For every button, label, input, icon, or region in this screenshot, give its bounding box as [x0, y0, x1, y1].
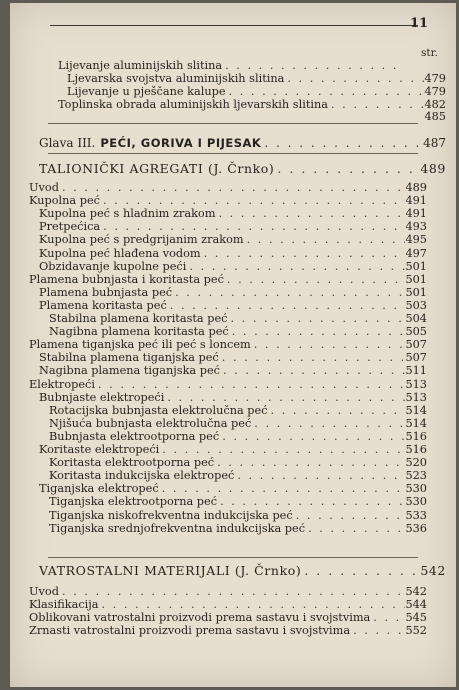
section-title: VATROSTALNI MATERIJALI (J. Črnko) [39, 563, 302, 578]
toc-leader-dots [268, 404, 406, 418]
toc-leader-dots [284, 72, 424, 86]
toc-entry [49, 469, 427, 483]
toc-entry-page: 503 [405, 298, 427, 312]
toc-entry [39, 443, 427, 457]
toc-entry [58, 98, 446, 112]
toc-entry-label: Nagibna plamena tiganjska peć [39, 364, 220, 378]
toc-entry [39, 351, 427, 365]
toc-leader-dots [99, 598, 406, 612]
toc-entry-label: Ljevarska svojstva aluminijskih slitina [67, 72, 285, 85]
toc-entry [49, 417, 427, 431]
toc-entry [49, 430, 427, 444]
toc-entry-page: 479 [424, 85, 446, 98]
toc-entry-page: 544 [405, 598, 427, 612]
section-heading [39, 563, 446, 579]
toc-entry [29, 378, 427, 392]
chapter-prefix: Glava III. [39, 136, 96, 150]
toc-entry-page: 552 [405, 624, 427, 638]
toc-leader-dots [201, 247, 406, 261]
toc-entry-label: Tiganjska elektropeć [39, 482, 159, 496]
toc-entry-page: 514 [405, 403, 427, 417]
toc-entry [39, 482, 427, 496]
toc-leader-dots [95, 378, 405, 392]
toc-leader-dots [305, 522, 405, 536]
toc-entry [29, 585, 427, 599]
toc-entry-page: 513 [405, 377, 427, 391]
section-page: 489 [420, 161, 446, 176]
toc-entry [29, 181, 427, 195]
toc-entry-page: 497 [405, 246, 427, 260]
toc-leader-dots [186, 260, 405, 274]
toc-entry-page: 513 [405, 390, 427, 404]
toc-entry-label: Klasifikacija [29, 598, 99, 612]
toc-entry-label: Plamena bubnjasta i koritasta peć [29, 272, 224, 286]
toc-entry [49, 456, 427, 470]
str-label: str. [421, 47, 438, 59]
toc-leader-dots [226, 85, 425, 99]
toc-leader-dots [220, 364, 405, 378]
toc-leader-dots [222, 59, 398, 73]
toc-leader-dots [59, 181, 406, 195]
toc-entry [39, 299, 427, 313]
section-title: TALIONIČKI AGREGATI (J. Črnko) [39, 161, 275, 176]
toc-leader-dots [261, 135, 423, 151]
toc-entry-page: 482 [424, 98, 446, 111]
toc-entry-label: Elektropeći [29, 377, 95, 391]
divider [48, 557, 418, 558]
toc-entry-label: Bubnjaste elektropeći [39, 390, 165, 404]
toc-leader-dots [59, 585, 406, 599]
chapter-title: PEĆI, GORIVA I PIJESAK [100, 136, 262, 150]
toc-entry-label: Kupolna peć s hladnim zrakom [39, 207, 216, 221]
toc-entry-label: Toplinska obrada aluminijskih ljevarskih slitina [58, 98, 328, 111]
toc-entry-page: 479 [424, 72, 446, 85]
toc-entry-label: Stabilna plamena tiganjska peć [39, 351, 219, 365]
toc-entry [39, 220, 427, 234]
toc-entry-page: 536 [405, 521, 427, 535]
toc-entry [49, 404, 427, 418]
toc-leader-dots [172, 286, 405, 300]
divider [48, 123, 418, 124]
toc-entry [39, 247, 427, 261]
toc-entry-label: Rotacijska bubnjasta elektrolučna peć [49, 403, 268, 417]
toc-entry [39, 286, 427, 300]
toc-entry [49, 509, 427, 523]
toc-leader-dots [159, 443, 405, 457]
toc-entry-label: Stabilna plamena koritasta peć [49, 312, 228, 325]
toc-leader-dots [244, 233, 406, 247]
toc-entry-label: Plamena koritasta peć [39, 298, 167, 312]
toc-entry [49, 522, 427, 536]
toc-entry [39, 260, 427, 274]
toc-entry [67, 85, 446, 99]
toc-entry-page: 491 [405, 194, 427, 208]
toc-entry-page: 501 [405, 272, 427, 286]
toc-entry-label: Obzidavanje kupolne peći [39, 259, 187, 273]
toc-entry-label: Nagibna plamena koritasta peć [49, 325, 229, 339]
toc-entry-page: 507 [405, 338, 427, 352]
toc-leader-dots [217, 495, 405, 509]
toc-leader-dots [167, 299, 406, 313]
toc-leader-dots [100, 194, 405, 208]
toc-entry-page: 530 [405, 482, 427, 496]
toc-leader-dots [214, 456, 405, 470]
toc-entry-page: 501 [405, 285, 427, 299]
divider [48, 153, 418, 154]
toc-entry-label: Lijevanje aluminijskih slitina [58, 59, 223, 72]
toc-leader-dots [328, 98, 424, 112]
toc-entry-page: 495 [405, 233, 427, 247]
toc-leader-dots [224, 273, 406, 287]
toc-entry-label: Koritasta elektrootporna peć [49, 456, 215, 470]
section-heading [39, 161, 446, 177]
toc-entry-label: Tiganjska elektrootporna peć [49, 495, 218, 509]
toc-entry-page: 514 [405, 416, 427, 430]
toc-entry-page: 489 [405, 181, 427, 194]
chapter-page: 487 [423, 136, 446, 150]
toc-entry [49, 325, 427, 339]
toc-entry-label: Kupolna peć hlađena vodom [39, 246, 201, 260]
toc-entry-page: 516 [405, 429, 427, 443]
toc-leader-dots [228, 312, 406, 326]
toc-leader-dots [215, 207, 405, 221]
toc-entry-page: 516 [405, 443, 427, 456]
toc-leader-dots [251, 338, 406, 352]
toc-leader-dots [350, 624, 405, 638]
toc-leader-dots [219, 351, 406, 365]
toc-entry-page: 523 [405, 469, 427, 483]
toc-entry-page: 493 [405, 220, 427, 234]
toc-entry-label: Oblikovani vatrostalni proizvodi prema sastavu i svojstvima [29, 611, 371, 625]
toc-entry-label: Koritaste elektropeći [39, 443, 160, 456]
toc-entry-page: 507 [405, 351, 427, 365]
toc-entry-page: 501 [405, 259, 427, 273]
toc-leader-dots [100, 220, 405, 234]
toc-entry [67, 72, 446, 86]
toc-entry [39, 233, 427, 247]
toc-entry-label: Kupolna peć s predgrijanim zrakom [39, 233, 244, 247]
toc-entry-label: Plamena tiganjska peć ili peć s loncem [29, 338, 251, 352]
toc-leader-dots [293, 509, 406, 523]
toc-entry-page: 504 [405, 312, 427, 325]
toc-entry-page: 511 [405, 364, 427, 378]
toc-entry-label: Tiganjska niskofrekventna indukcijska peć [49, 508, 293, 522]
toc-entry-label: Uvod [29, 181, 59, 194]
toc-entry [29, 338, 427, 352]
toc-entry-label: Plamena bubnjasta peć [39, 285, 173, 299]
toc-entry [39, 364, 427, 378]
toc-entry [39, 391, 427, 405]
toc-entry-page: 505 [405, 325, 427, 339]
toc-entry-page: 530 [405, 495, 427, 509]
toc-entry [29, 624, 427, 638]
toc-leader-dots [229, 325, 406, 339]
toc-entry [49, 312, 427, 326]
toc-leader-dots [159, 482, 406, 496]
toc-entry [29, 598, 427, 612]
toc-leader-dots [164, 391, 405, 405]
toc-entry-label: Lijevanje u pješčane kalupe [67, 85, 226, 98]
header-rule [50, 25, 418, 26]
toc-entry [29, 194, 427, 208]
toc-leader-dots [251, 417, 405, 431]
toc-entry [39, 207, 427, 221]
toc-entry [58, 59, 398, 73]
toc-entry [29, 273, 427, 287]
toc-entry [29, 611, 427, 625]
page-number: 11 [410, 16, 429, 31]
toc-entry-label: Tiganjska srednjofrekventna indukcijska peć [49, 521, 306, 535]
book-page [10, 3, 456, 687]
toc-entry-page: 533 [405, 508, 427, 522]
toc-leader-dots [301, 563, 420, 579]
toc-leader-dots [370, 611, 405, 625]
toc-entry-page: 542 [405, 585, 427, 598]
section-page: 542 [420, 563, 446, 578]
toc-entry-label: Kupolna peć [29, 194, 100, 208]
toc-entry-label: Zrnasti vatrostalni proizvodi prema sastavu i svojstvima [29, 624, 351, 638]
chapter-heading [39, 135, 446, 151]
toc-entry-page: 491 [405, 207, 427, 221]
toc-leader-dots [219, 430, 405, 444]
toc-entry-page: 485 [424, 110, 446, 123]
toc-entry-page: 520 [405, 456, 427, 470]
toc-entry-label: Njišuća bubnjasta elektrolučna peć [49, 416, 252, 430]
toc-entry-label: Bubnjasta elektrootporna peć [49, 429, 220, 443]
toc-leader-dots [274, 161, 420, 177]
toc-leader-dots [234, 469, 405, 483]
toc-entry [49, 495, 427, 509]
toc-entry-label: Uvod [29, 585, 59, 598]
toc-entry-label: Pretpećica [39, 220, 101, 234]
toc-entry-label: Koritasta indukcijska elektropeć [49, 469, 235, 483]
toc-entry-page: 545 [405, 611, 427, 625]
